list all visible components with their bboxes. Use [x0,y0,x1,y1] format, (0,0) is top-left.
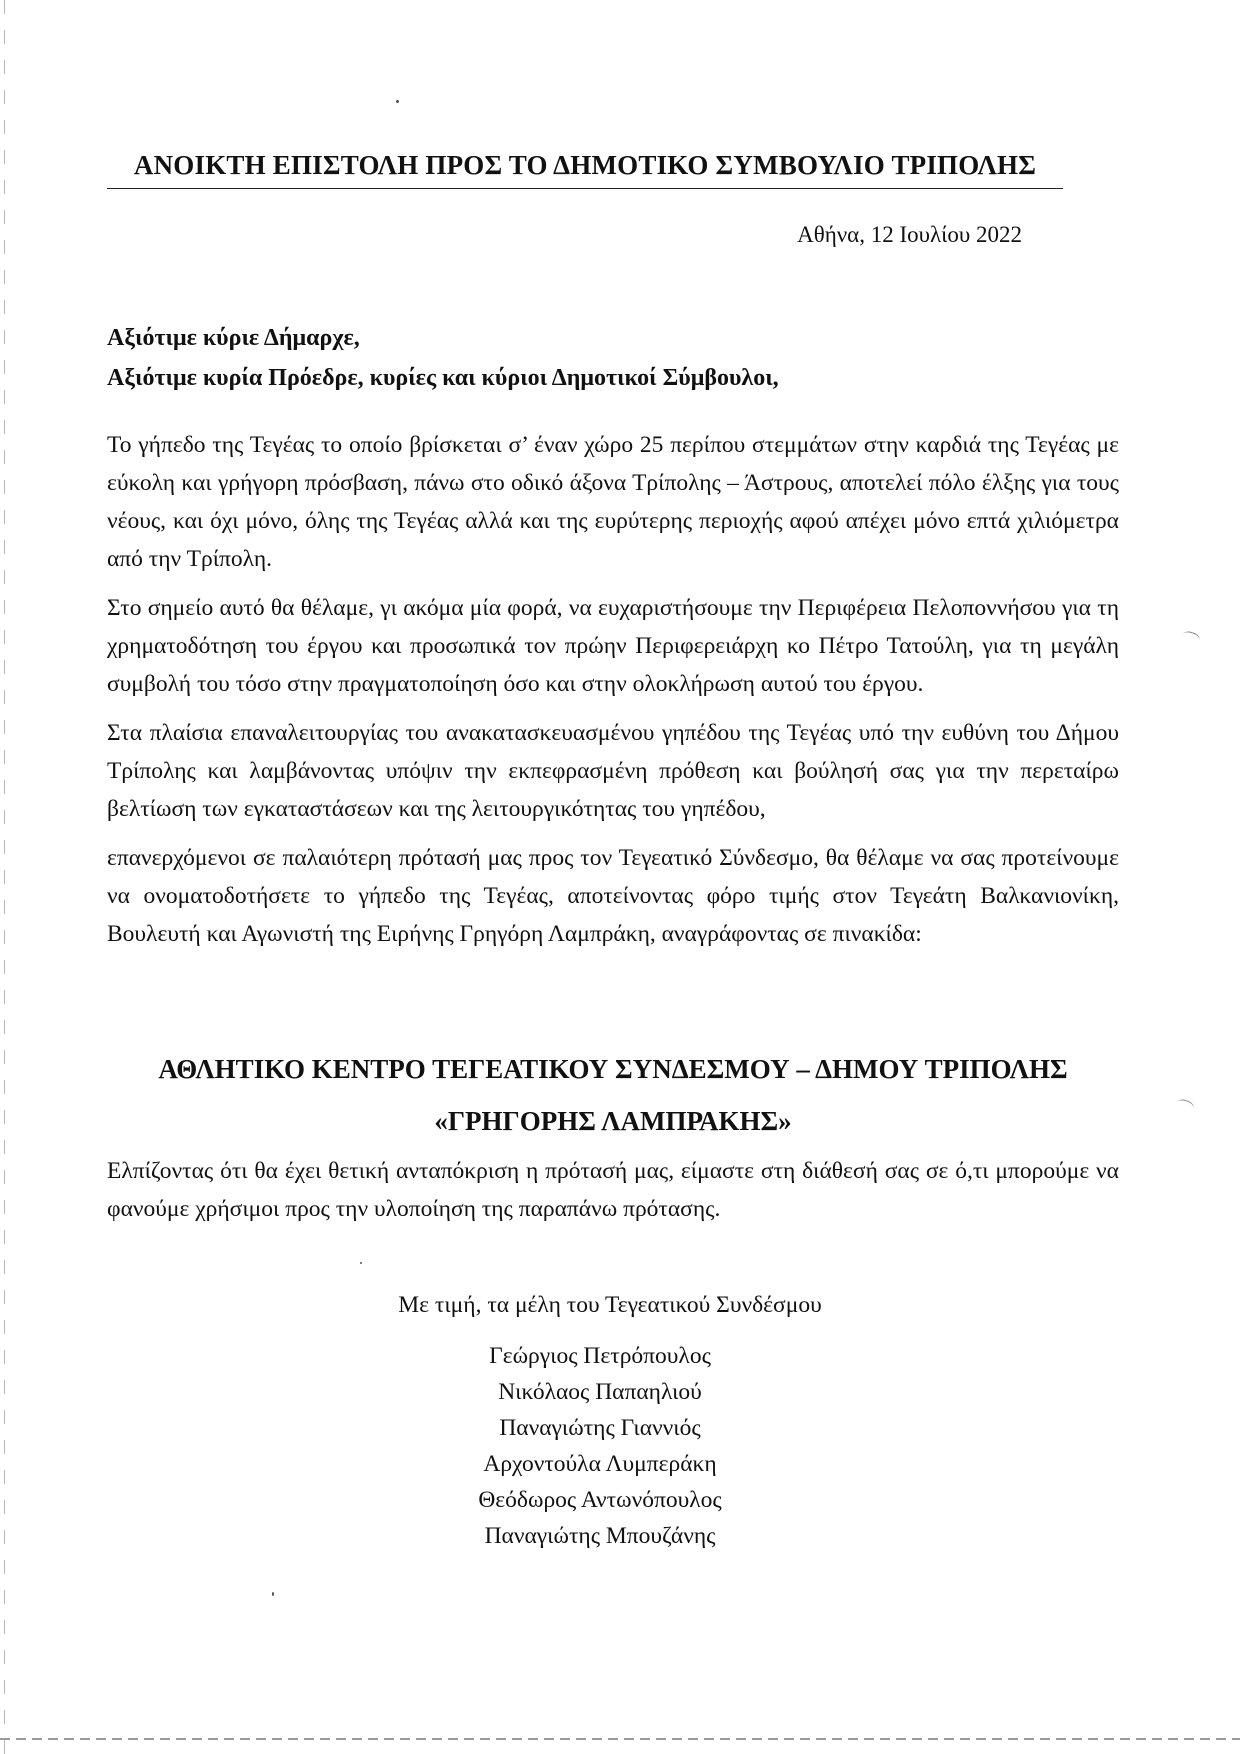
member-name: Παναγιώτης Μπουζάνης [484,1523,716,1549]
member-name: Θεόδωρος Αντωνόπουλος [478,1487,722,1513]
member-list [420,1338,780,1554]
body-paragraph: Στο σημείο αυτό θα θέλαμε, γι ακόμα μία φορά, να ευχαριστήσουμε την Περιφέρεια Πελοποννήσου για τη χρηματοδότηση του έργου και προσωπικά τον πρώην Περιφερειάρχη κο Πέτρο Τατούλη, για τη μεγάλη συμβολή του τόσο στην πραγματοποίηση όσο και στην ολοκλήρωση αυτού του έργου. [107,595,1119,697]
member-name: Νικόλαος Παπαηλιού [498,1379,702,1405]
scan-edge-bottom [0,1738,1240,1740]
letter-body [107,426,1119,964]
scan-speck [396,100,399,103]
body-paragraph: Το γήπεδο της Τεγέας το οποίο βρίσκεται σ’ έναν χώρο 25 περίπου στεμμάτων στην καρδιά της Τεγέας με εύκολη και γρήγορη πρόσβαση, πάνω στο οδικό άξονα Τρίπολης – Άστρους, αποτελεί πόλο έλξης για τους νέους, και όχι μόνο, όλης της Τεγέας αλλά και της ευρύτερης περιοχής αφού απέχει μόνο επτά χιλιόμετρα από την Τρίπολη. [107,432,1119,572]
member-name: Γεώργιος Πετρόπουλος [489,1343,711,1369]
member-name: Αρχοντούλα Λυμπεράκη [483,1451,717,1477]
salutation [107,318,779,398]
body-paragraph: επανερχόμενοι σε παλαιότερη πρότασή μας προς τον Τεγεατικό Σύνδεσμο, θα θέλαμε να σας προτείνουμε να ονοματοδοτήσετε το γήπεδο της Τεγέας, αποτείνοντας φόρο τιμής στον Τεγεάτη Βαλκανιονίκη, Βουλευτή και Αγωνιστή της Ειρήνης Γρηγόρη Λαμπράκη, αναγράφοντας σε πινακίδα: [107,845,1119,947]
signoff: Με τιμή, τα μέλη του Τεγεατικού Συνδέσμου [398,1292,822,1318]
proposed-name-line-2: «ΓΡΗΓΟΡΗΣ ΛΑΜΠΡΑΚΗΣ» [434,1106,792,1136]
scan-mark [1175,1097,1196,1113]
salutation-line-council: Αξιότιμε κυρία Πρόεδρε, κυρίες και κύριοι Δημοτικοί Σύμβουλοι, [107,365,779,391]
letter-title: ΑΝΟΙΚΤΗ ΕΠΙΣΤΟΛΗ ΠΡΟΣ ΤΟ ΔΗΜΟΤΙΚΟ ΣΥΜΒΟΥΛΙΟ ΤΡΙΠΟΛΗΣ [133,150,1037,180]
title-underline [107,188,1063,189]
closing-paragraph [107,1152,1119,1228]
closing-text: Ελπίζοντας ότι θα έχει θετική ανταπόκριση η πρότασή μας, είμαστε στη διάθεσή σας σε ό,τι μπορούμε να φανούμε χρήσιμοι προς την υλοποίηση της παραπάνω πρότασης. [107,1158,1119,1222]
letter-date: Αθήνα, 12 Ιουλίου 2022 [797,222,1022,247]
scan-edge-left [4,0,5,1754]
member-name: Παναγιώτης Γιαννιός [499,1415,701,1441]
salutation-line-mayor: Αξιότιμε κύριε Δήμαρχε, [107,325,360,351]
scan-speck [360,1262,362,1264]
body-paragraph: Στα πλαίσια επαναλειτουργίας του ανακατασκευασμένου γηπέδου της Τεγέας υπό την ευθύνη του Δήμου Τρίπολης και λαμβάνοντας υπόψιν την εκπεφρασμένη πρόθεση και βούλησή σας για την περεταίρω βελτίωση των εγκαταστάσεων και της λειτουργικότητας του γηπέδου, [107,720,1119,822]
scan-mark [1181,629,1202,645]
proposed-name-line-1: ΑΘΛΗΤΙΚΟ ΚΕΝΤΡΟ ΤΕΓΕΑΤΙΚΟΥ ΣΥΝΔΕΣΜΟΥ – ΔΗΜΟΥ ΤΡΙΠΟΛΗΣ [158,1054,1068,1084]
scan-speck [272,1592,274,1596]
